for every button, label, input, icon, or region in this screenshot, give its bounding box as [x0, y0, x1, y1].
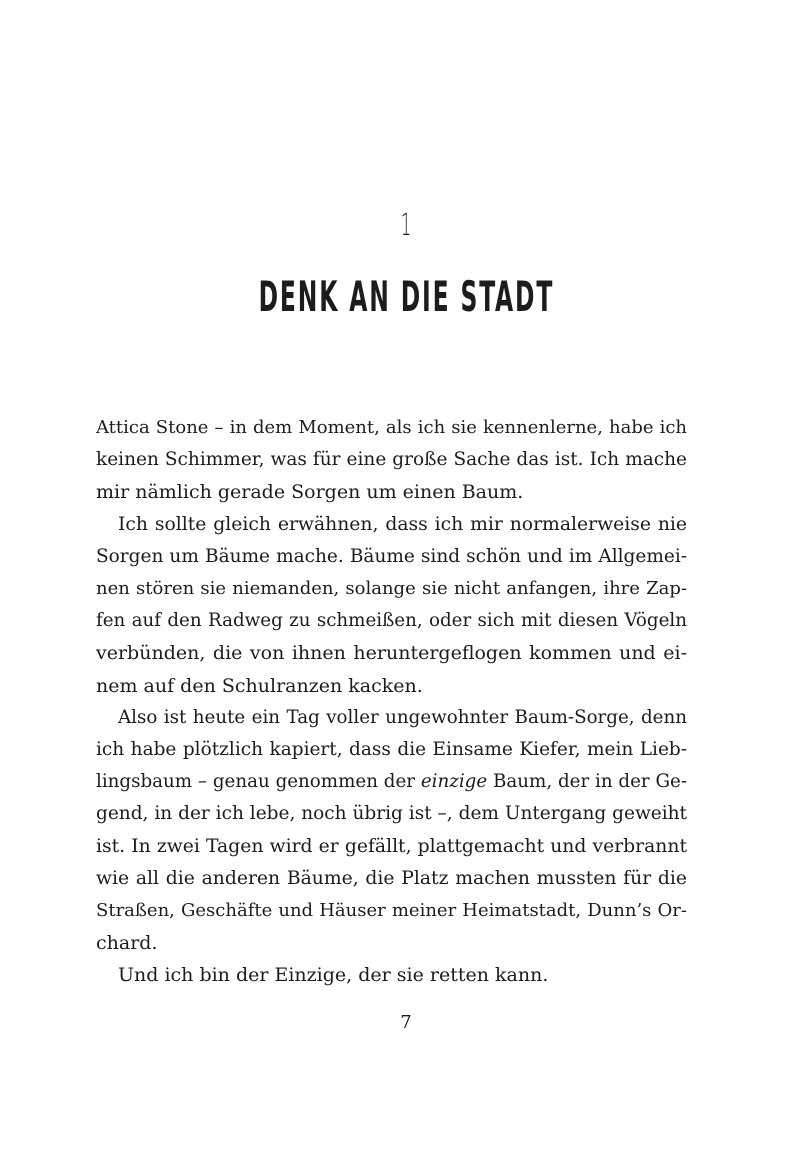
text-line: ich habe plötzlich kapiert, dass die Einsame Kiefer, mein Lieb- — [96, 739, 687, 761]
text-segment: lingsbaum – genau genommen der — [96, 771, 421, 793]
text-line: verbünden, die von ihnen heruntergeflogen kommen und ei- — [96, 642, 687, 665]
text-line: Straßen, Geschäfte und Häuser meiner Heimatstadt, Dunn’s Or- — [96, 900, 687, 922]
text-line: nen stören sie niemanden, solange sie nicht anfangen, ihre Zap- — [96, 578, 687, 600]
emphasized-word: einzige — [420, 771, 488, 793]
chapter-number: 1 — [400, 208, 412, 243]
text-line: mir nämlich gerade Sorgen um einen Baum. — [96, 481, 524, 504]
chapter-title-text: DENK AN DIE STADT — [258, 272, 554, 321]
text-line: fen auf den Radweg zu schmeißen, oder sich mit diesen Vögeln — [96, 610, 687, 632]
text-line: keinen Schimmer, was für eine große Sache das ist. Ich mache — [96, 449, 687, 471]
paragraph-4 — [96, 959, 687, 991]
page-number: 7 — [400, 1012, 412, 1033]
text-segment: Baum, der in der Ge- — [487, 771, 687, 793]
text-line: Attica Stone – in dem Moment, als ich sie kennenlerne, habe ich — [96, 417, 687, 438]
text-line: nem auf den Schulranzen kacken. — [96, 674, 423, 697]
text-line: Also ist heute ein Tag voller ungewohnter Baum-Sorge, denn — [118, 706, 687, 728]
paragraph-3 — [96, 702, 687, 960]
chapter-body — [96, 412, 687, 992]
paragraph-2 — [96, 509, 687, 702]
paragraph-1 — [96, 412, 687, 509]
text-line: Sorgen um Bäume mache. Bäume sind schön und im Allgemei- — [96, 545, 687, 567]
text-line: ist. In zwei Tagen wird er gefällt, plattgemacht und verbrannt — [96, 835, 687, 857]
text-line-mixed — [96, 766, 687, 798]
text-line: chard. — [96, 932, 158, 955]
text-line: Und ich bin der Einzige, der sie retten kann. — [118, 964, 549, 987]
chapter-title — [0, 270, 812, 324]
text-line: Ich sollte gleich erwähnen, dass ich mir normalerweise nie — [118, 513, 687, 535]
text-line: gend, in der ich lebe, noch übrig ist –, dem Untergang geweiht — [96, 803, 687, 825]
text-line: wie all die anderen Bäume, die Platz machen mussten für die — [96, 867, 687, 889]
